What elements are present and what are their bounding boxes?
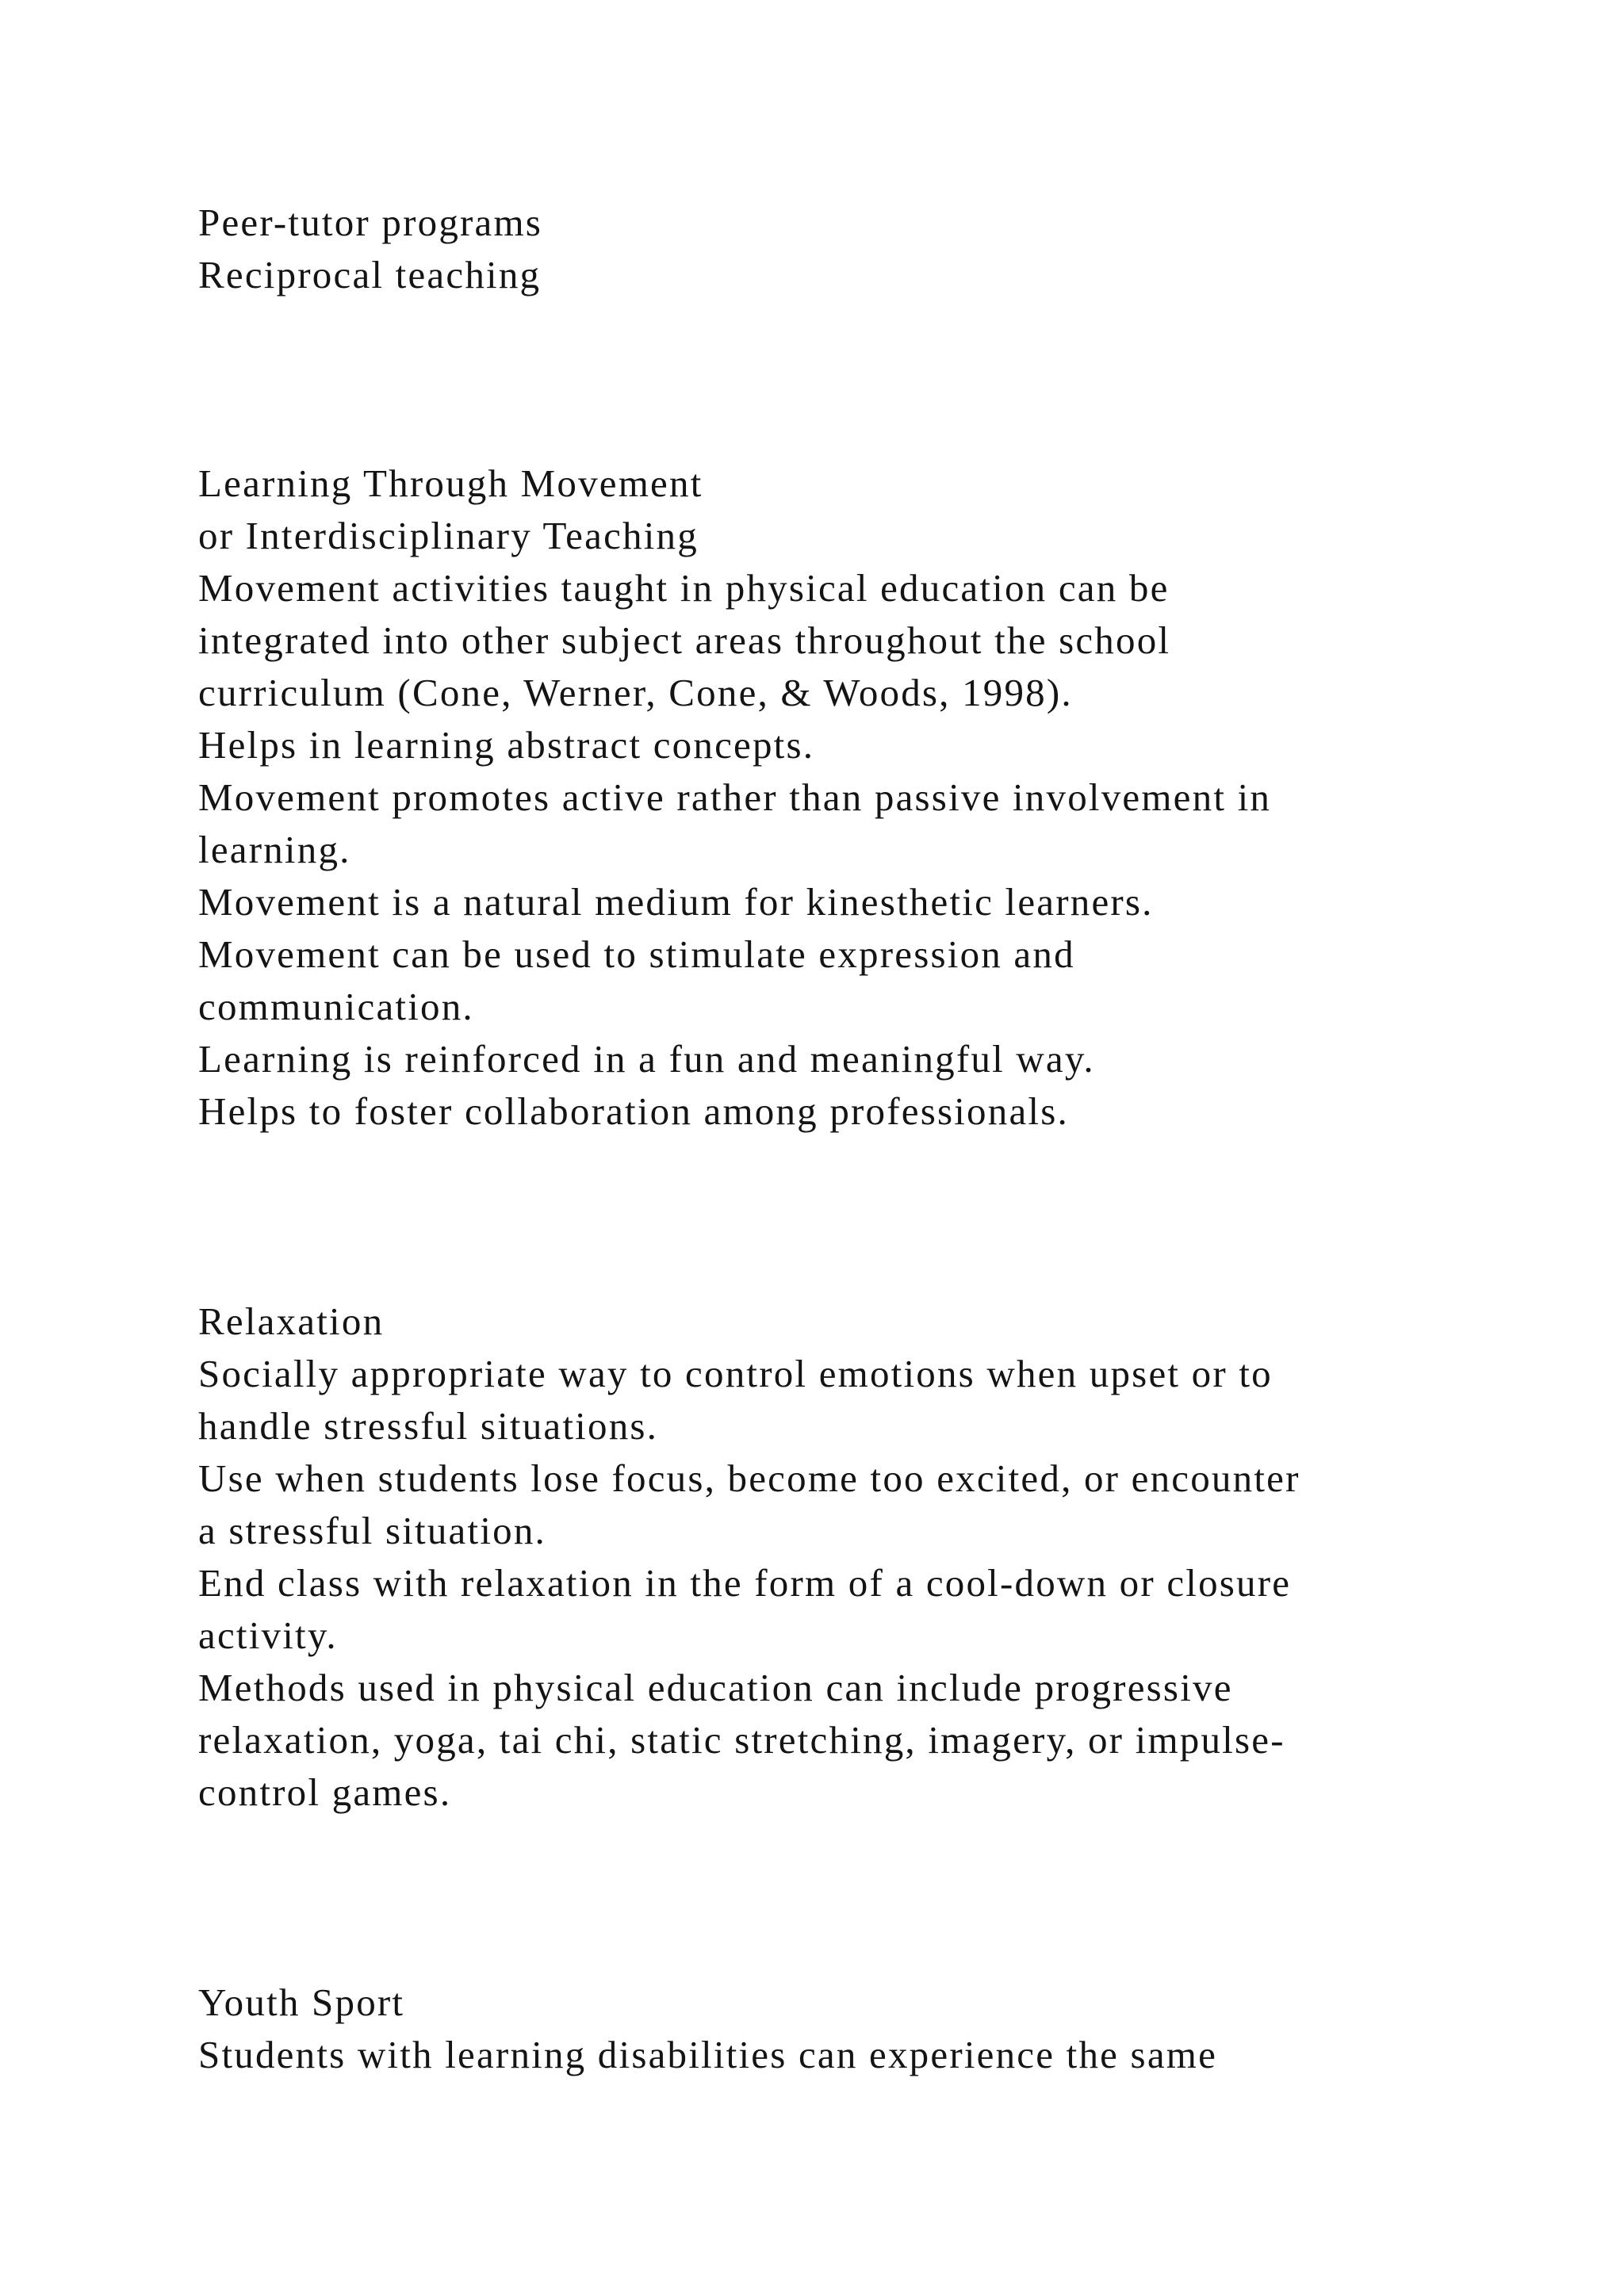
section-heading: Youth Sport [198, 1980, 405, 2024]
text-line: End class with relaxation in the form of a cool-down or closure [198, 1561, 1292, 1605]
text-line: relaxation, yoga, tai chi, static stretching, imagery, or impulse- [198, 1718, 1285, 1762]
text-line: Students with learning disabilities can experience the same [198, 2033, 1218, 2076]
text-line: Socially appropriate way to control emotions when upset or to [198, 1352, 1273, 1395]
text-line: Helps in learning abstract concepts. [198, 723, 815, 767]
text-line: Helps to foster collaboration among professionals. [198, 1089, 1069, 1133]
section-heading: or Interdisciplinary Teaching [198, 514, 699, 557]
text-line: Movement is a natural medium for kinesthetic learners. [198, 880, 1154, 924]
text-line: Use when students lose focus, become too excited, or encounter [198, 1456, 1300, 1500]
text-line: integrated into other subject areas throughout the school [198, 618, 1171, 662]
text-line: Learning is reinforced in a fun and meaningful way. [198, 1037, 1095, 1081]
section-heading: Learning Through Movement [198, 461, 703, 505]
text-line: handle stressful situations. [198, 1404, 659, 1448]
text-line: Methods used in physical education can include progressive [198, 1666, 1233, 1709]
text-line: Reciprocal teaching [198, 253, 542, 297]
text-line: control games. [198, 1770, 452, 1814]
text-line: Movement can be used to stimulate expression and [198, 932, 1075, 976]
text-line: learning. [198, 828, 351, 871]
text-line: Movement activities taught in physical education can be [198, 566, 1170, 610]
text-line: Movement promotes active rather than passive involvement in [198, 775, 1272, 819]
section-heading: Relaxation [198, 1299, 385, 1343]
text-line: a stressful situation. [198, 1509, 546, 1552]
text-line: communication. [198, 985, 474, 1028]
text-line: Peer-tutor programs [198, 201, 543, 244]
text-line: curriculum (Cone, Werner, Cone, & Woods, 1998). [198, 671, 1073, 714]
text-line: activity. [198, 1613, 338, 1657]
